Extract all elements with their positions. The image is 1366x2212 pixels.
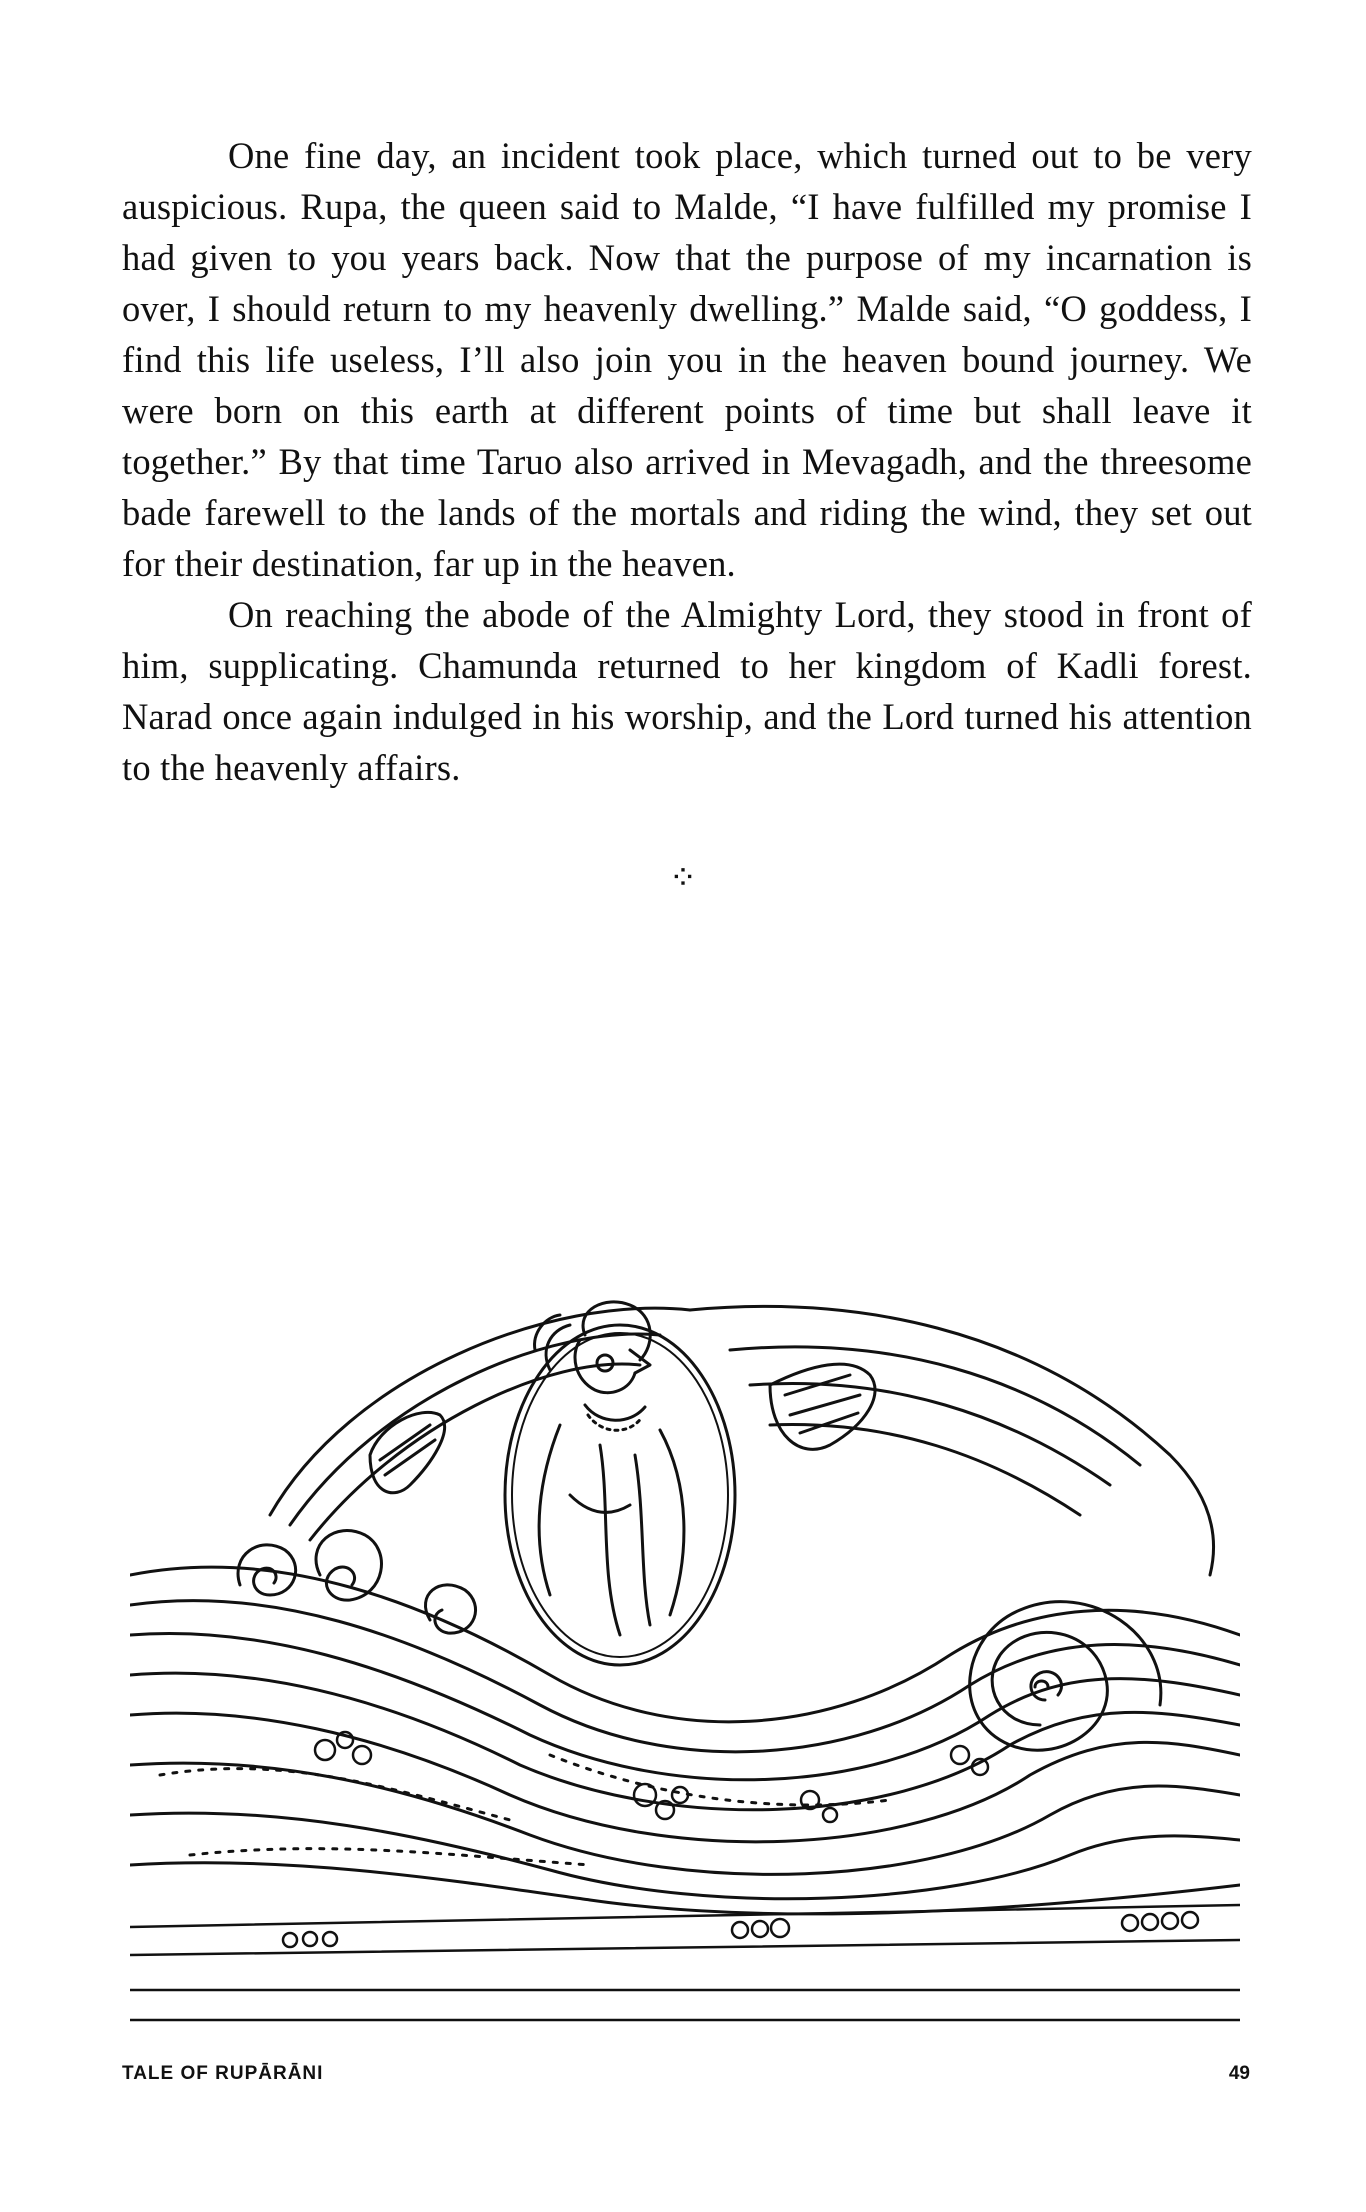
running-footer-title: TALE OF RUPĀRĀNI [122,2063,324,2084]
bead-border [130,1905,1240,2020]
section-ornament: ⁘ [668,860,698,897]
bubble-clusters [315,1732,988,1822]
goddess-figure [505,1302,735,1665]
right-spiral-vortex [970,1602,1161,1751]
body-text [122,130,1252,793]
paragraph-1: One fine day, an incident took place, which turned out to be very auspicious. Rupa, the queen said to Malde, “I have fulfilled my promise I had given to you years back. Now that the purpose of my incarnation is over, I should return to my heavenly dwelling.” Malde said, “O goddess, I find this life useless, I’ll also join you in the heaven bound journey. We were born on this earth at different points of time but shall leave it together.” By that time Taruo also arrived in Mevagadh, and the threesome bade farewell to the lands of the mortals and riding the wind, they set out for their destination, far up in the heaven. [122,135,1252,584]
page-number: 49 [1228,2063,1250,2084]
paragraph-2: On reaching the abode of the Almighty Lord, they stood in front of him, supplicating. Chamunda returned to her kingdom of Kadli forest. Narad once again indulged in his worship, and the Lord turned his attention to the heavenly affairs. [122,594,1252,788]
cloud-arc-lines [270,1306,1214,1575]
heavenly-journey-illustration [130,1255,1240,2055]
